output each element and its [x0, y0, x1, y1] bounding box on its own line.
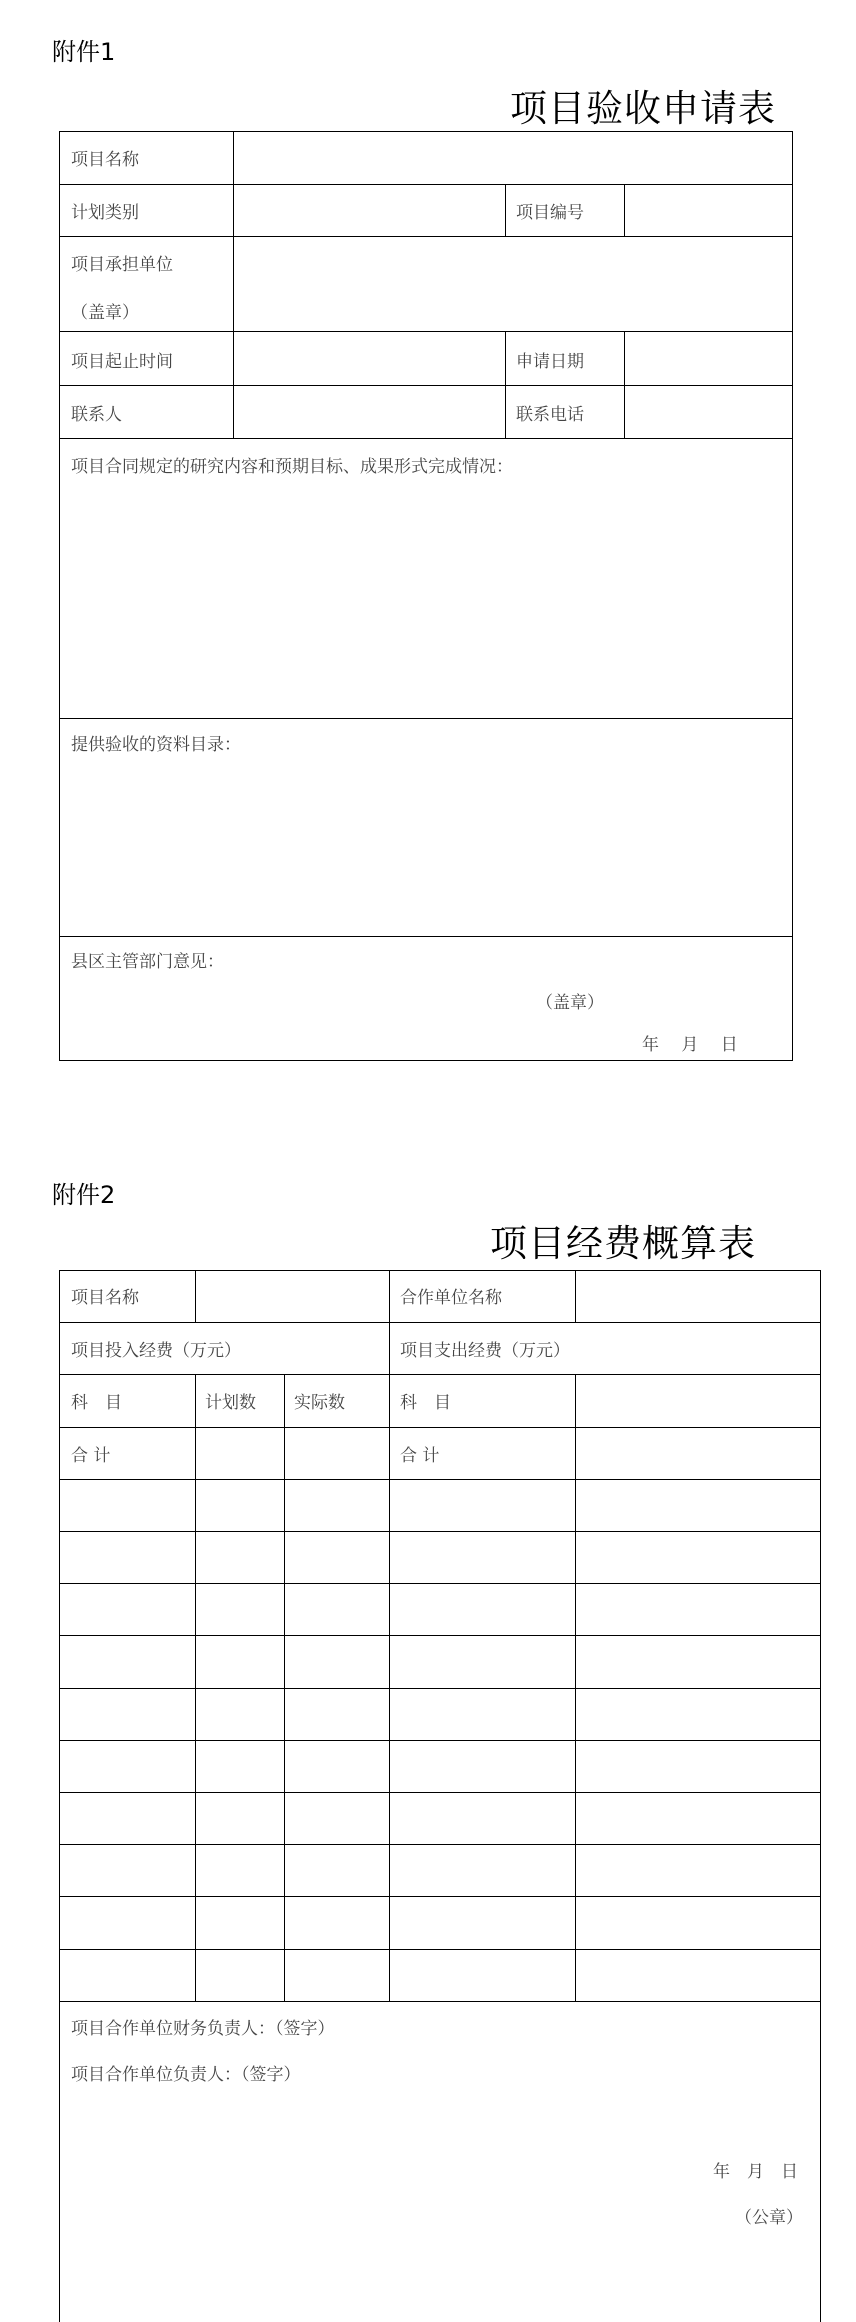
- divider: [575, 1374, 576, 2001]
- plan-type-label: 计划类别: [71, 203, 139, 223]
- divider: [59, 385, 793, 386]
- divider: [59, 718, 793, 719]
- unit-seal-label: （盖章）: [71, 303, 139, 323]
- divider: [59, 2001, 821, 2002]
- seal-label: （公章）: [735, 2208, 803, 2228]
- divider: [59, 1531, 821, 1532]
- attachment-label-2: 附件2: [52, 1181, 116, 1209]
- divider: [59, 1427, 821, 1428]
- project-name-label: 项目名称: [71, 1288, 139, 1308]
- planned-header: 计划数: [205, 1393, 256, 1413]
- date-label: 年 月 日: [713, 2162, 798, 2182]
- leader-sign-label: 项目合作单位负责人：（签字）: [71, 2065, 301, 2085]
- date-label: 年 月 日: [642, 1035, 738, 1055]
- divider: [59, 438, 793, 439]
- materials-label: 提供验收的资料目录：: [71, 735, 241, 755]
- actual-header: 实际数: [294, 1393, 345, 1413]
- divider: [59, 331, 793, 332]
- divider: [284, 1374, 285, 2001]
- divider: [624, 331, 625, 438]
- divider: [59, 236, 793, 237]
- divider: [59, 1374, 821, 1375]
- contact-phone-label: 联系电话: [516, 405, 584, 425]
- subject-header: 科 目: [71, 1393, 122, 1413]
- input-funds-label: 项目投入经费（万元）: [71, 1341, 241, 1361]
- undertaking-unit-label: 项目承担单位: [71, 255, 173, 275]
- divider: [505, 331, 506, 438]
- county-seal-label: （盖章）: [536, 993, 604, 1013]
- county-opinion-label: 县区主管部门意见：: [71, 952, 224, 972]
- project-name-label: 项目名称: [71, 150, 139, 170]
- divider: [59, 1479, 821, 1480]
- divider: [195, 1270, 196, 1322]
- divider: [233, 131, 234, 438]
- apply-date-label: 申请日期: [516, 352, 584, 372]
- divider: [505, 184, 506, 236]
- total-label-2: 合 计: [400, 1446, 440, 1466]
- divider: [59, 184, 793, 185]
- divider: [59, 1635, 821, 1636]
- divider: [59, 936, 793, 937]
- project-period-label: 项目起止时间: [71, 352, 173, 372]
- divider: [59, 1949, 821, 1950]
- total-label: 合 计: [71, 1446, 111, 1466]
- contact-label: 联系人: [71, 405, 122, 425]
- divider: [59, 1844, 821, 1845]
- divider: [624, 184, 625, 236]
- divider: [59, 1740, 821, 1741]
- divider: [59, 1896, 821, 1897]
- divider: [59, 1792, 821, 1793]
- finance-sign-label: 项目合作单位财务负责人：（签字）: [71, 2019, 335, 2039]
- form2-title: 项目经费概算表: [490, 1222, 756, 1265]
- divider: [575, 1270, 576, 1322]
- attachment-label-1: 附件1: [52, 38, 116, 66]
- completion-label: 项目合同规定的研究内容和预期目标、成果形式完成情况：: [71, 457, 513, 477]
- form1-title: 项目验收申请表: [510, 87, 776, 130]
- subject-header-2: 科 目: [400, 1393, 451, 1413]
- divider: [59, 1583, 821, 1584]
- expense-funds-label: 项目支出经费（万元）: [400, 1341, 570, 1361]
- divider: [59, 1322, 821, 1323]
- divider: [59, 1688, 821, 1689]
- divider: [389, 1270, 390, 2001]
- partner-name-label: 合作单位名称: [400, 1288, 502, 1308]
- project-number-label: 项目编号: [516, 203, 584, 223]
- divider: [195, 1374, 196, 2001]
